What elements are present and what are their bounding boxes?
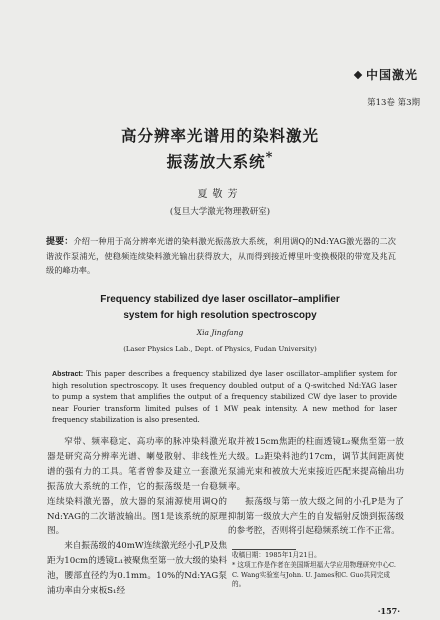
- cn-title-line1: 高分辨率光谱用的染料激光: [120, 126, 319, 145]
- en-author: Xia Jingfang: [196, 328, 244, 337]
- en-title-line2: system for high resolution spectroscopy: [123, 310, 317, 321]
- body-paragraph: 来自振荡级的40mW连续激光经小孔P及焦距为10cm的透镜L₁被聚焦至第一放大级的染料池，腰部直径约为0.1mm。10%的Nd:YAG泵浦功率由分束板S₁经: [47, 541, 227, 597]
- en-abstract-label: Abstract:: [52, 370, 84, 378]
- en-affiliation: (Laser Physics Lab., Dept. of Physics, Fudan University): [123, 345, 317, 353]
- page-number: ·157·: [377, 606, 400, 616]
- diamond-icon: [354, 71, 362, 79]
- cn-author: 夏敬芳: [197, 189, 243, 200]
- en-title-line1: Frequency stabilized dye laser oscillator–amplifier: [100, 294, 340, 305]
- body-left-column: [47, 435, 227, 599]
- body-paragraph: 取并被15cm焦距的柱面透镜L₂聚焦至第一放大级。L₂距染料池约17cm，调节其间距离使泵浦光束和被放大光束接近匹配来提高输出功率。: [228, 437, 404, 492]
- cn-abstract-text: 介绍一种用于高分辨率光谱的染料激光振荡放大系统，利用调Q的Nd:YAG激光器的二次谐波作泵浦光，使稳频连续染料激光输出获得放大，从而得到接近傅里叶变换极限的带宽及兆瓦级的峰功率。: [46, 236, 396, 275]
- footnote-received: 收稿日期：1985年1月21日。: [232, 551, 321, 559]
- footnote-note: * 这项工作是作者在美国斯坦福大学应用物理研究中心C. C. Wang实验室与John. U. James和C. Guo共同完成的。: [232, 561, 396, 589]
- body-paragraph: 窄带、频率稳定、高功率的脉冲染料激光器是研究高分辨率光谱、喇曼散射、非线性光谱的强有力的工具。笔者曾参及建立一套激光振荡放大系统的工作，它的振荡级是一台稳频连续染料激光器，放大器的泵浦源使用调Q的Nd:YAG的二次谐波输出。图1是该系统的原理图。: [47, 437, 227, 537]
- body-paragraph: 振荡级与第一放大级之间的小孔P是为了抑制第一级放大产生的自发辐射反馈到振荡级的参考腔，否则将引起稳频系统工作不正常。: [228, 496, 404, 537]
- cn-title-line2-text: 振荡放大系统: [166, 152, 266, 172]
- cn-title-line2: [0, 150, 440, 172]
- footnote-rule: [232, 549, 296, 550]
- cn-affiliation: (复旦大学激光物理教研室): [169, 207, 271, 217]
- cn-abstract: [46, 234, 396, 277]
- cn-abstract-label: 提要：: [46, 237, 74, 247]
- journal-logo: 中国激光: [355, 66, 418, 83]
- issue-label: 第13卷 第3期: [367, 98, 420, 108]
- footnote-mark: *: [265, 150, 274, 165]
- en-abstract: [52, 368, 397, 425]
- body-right-column: [228, 435, 404, 539]
- en-abstract-text: This paper describes a frequency stabilized dye laser oscillator–amplifier system for high resolution spectroscopy. It uses frequency doubled output of a Q-switched Nd:YAG laser to pump a system that amplifies the output of a frequency stabilized CW dye laser to provide near Fourier transform limited pulses of 1 MW peak intensity. A new method for laser frequency stabilization is also presented.: [52, 369, 397, 424]
